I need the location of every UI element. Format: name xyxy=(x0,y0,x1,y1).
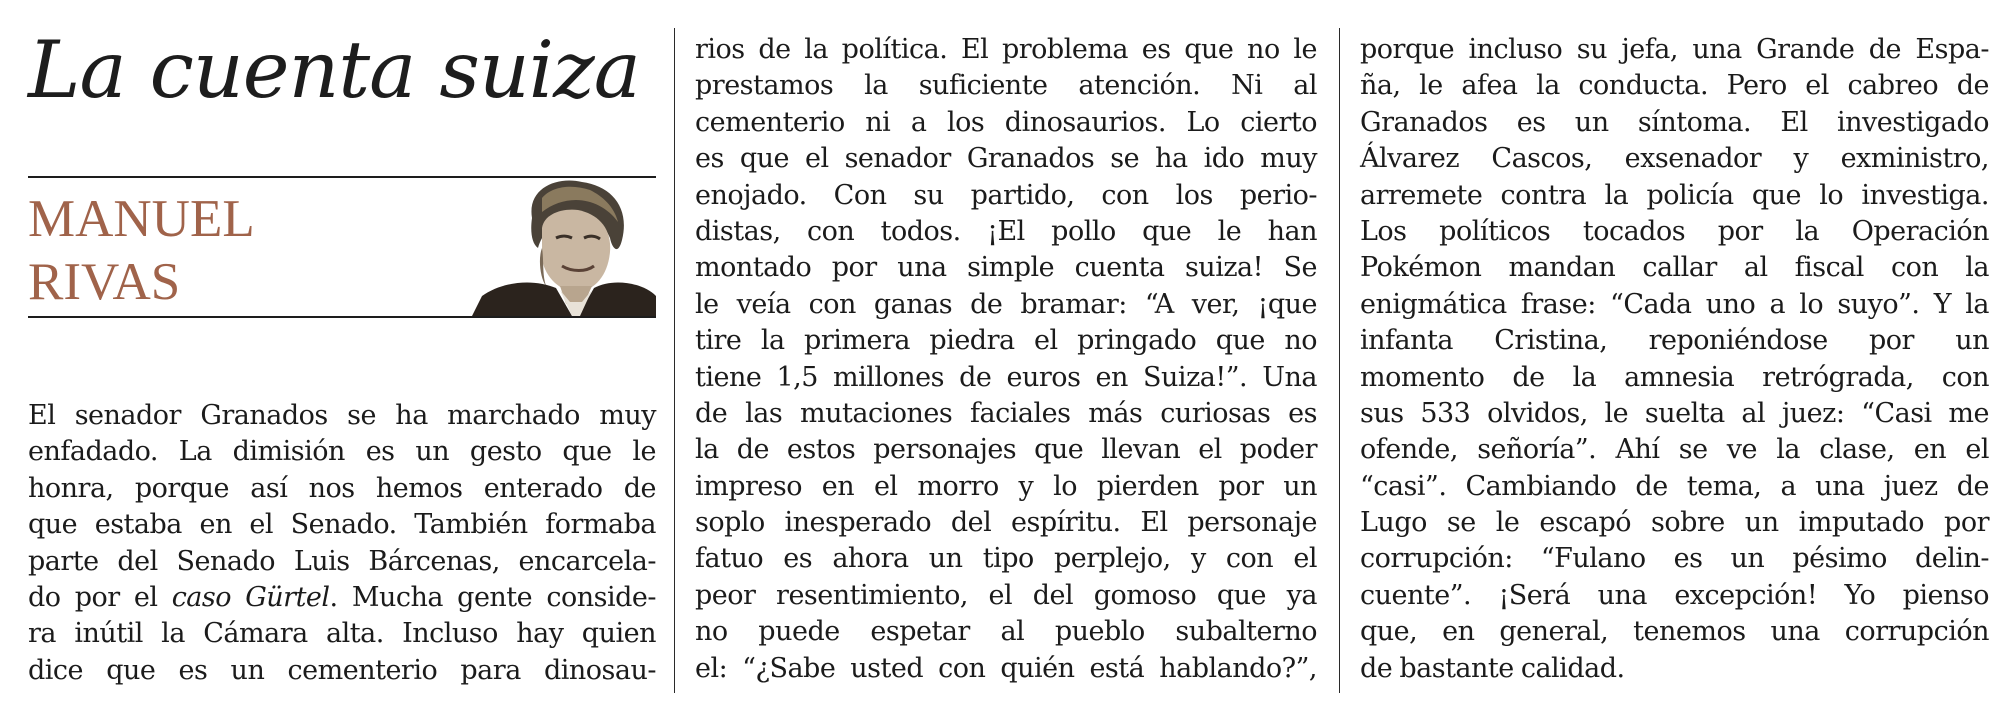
headline: La cuenta suiza xyxy=(28,24,640,116)
text-line: enigmática frase: “Cada uno a lo suyo”. Y la xyxy=(1360,288,1989,320)
text-line: que estaba en el Senado. También formaba xyxy=(28,509,656,541)
text-line: que, en general, tenemos una corrupción xyxy=(1360,616,1989,648)
author-first-name: MANUEL xyxy=(28,190,255,248)
text-line: do por el caso Gürtel. Mucha gente conside- xyxy=(28,581,656,613)
text-line: de bastante calidad. xyxy=(1360,652,1625,684)
author-name xyxy=(28,188,255,314)
text-line: rios de la política. El problema es que no le xyxy=(695,34,1317,65)
text-line: El senador Granados se ha marchado muy xyxy=(28,400,656,431)
text-line: ra inútil la Cámara alta. Incluso hay quien xyxy=(28,618,656,650)
text-line: le veía con ganas de bramar: “A ver, ¡que xyxy=(695,288,1317,320)
byline xyxy=(28,176,656,318)
text-line: honra, porque así nos hemos enterado de xyxy=(28,472,656,504)
text-line: soplo inesperado del espíritu. El personaje xyxy=(695,507,1317,539)
text-line: no puede espetar al pueblo subalterno xyxy=(695,616,1317,648)
article-body-column-2 xyxy=(695,32,1317,687)
case-name-italic: caso Gürtel xyxy=(171,581,330,613)
text-line: Granados es un síntoma. El investigado xyxy=(1360,106,1989,138)
text-line: distas, con todos. ¡El pollo que le han xyxy=(695,215,1317,247)
text-line: dice que es un cementerio para dinosau- xyxy=(28,654,656,686)
article-body-column-1 xyxy=(28,398,656,689)
text-line: Álvarez Cascos, exsenador y exministro, xyxy=(1360,143,1989,175)
column-divider xyxy=(674,28,675,693)
author-portrait xyxy=(472,178,656,316)
text-line: de las mutaciones faciales más curiosas es xyxy=(695,397,1317,429)
text-line: enfadado. La dimisión es un gesto que le xyxy=(28,436,656,468)
text-line: infanta Cristina, reponiéndose por un xyxy=(1360,325,1989,357)
text-line: ña, le afea la conducta. Pero el cabreo de xyxy=(1360,70,1989,102)
text-line: impreso en el morro y lo pierden por un xyxy=(695,470,1317,502)
text-line: Pokémon mandan callar al fiscal con la xyxy=(1360,252,1989,284)
text-line: sus 533 olvidos, le suelta al juez: “Casi me xyxy=(1360,397,1989,429)
text-line: enojado. Con su partido, con los perio- xyxy=(695,179,1317,211)
column-divider xyxy=(1339,28,1340,693)
text-line: parte del Senado Luis Bárcenas, encarcela- xyxy=(28,545,656,577)
author-last-name: RIVAS xyxy=(28,253,181,311)
text-line: prestamos la suficiente atención. Ni al xyxy=(695,70,1317,102)
article-body-column-3 xyxy=(1360,32,1989,687)
text-line: la de estos personajes que llevan el poder xyxy=(695,434,1317,466)
text-line: arremete contra la policía que lo investiga. xyxy=(1360,179,1989,211)
text-line: corrupción: “Fulano es un pésimo delin- xyxy=(1360,543,1989,575)
text-line: cementerio ni a los dinosaurios. Lo cierto xyxy=(695,106,1317,138)
text-line: es que el senador Granados se ha ido muy xyxy=(695,143,1317,175)
text-line: Los políticos tocados por la Operación xyxy=(1360,215,1989,247)
text-line: tiene 1,5 millones de euros en Suiza!”. Una xyxy=(695,361,1317,393)
text-line: cuente”. ¡Será una excepción! Yo pienso xyxy=(1360,579,1989,611)
text-line: montado por una simple cuenta suiza! Se xyxy=(695,252,1317,284)
text-line: tire la primera piedra el pringado que no xyxy=(695,325,1317,357)
text-line: porque incluso su jefa, una Grande de Espa- xyxy=(1360,34,1989,65)
text-line: momento de la amnesia retrógrada, con xyxy=(1360,361,1989,393)
text-line: Lugo se le escapó sobre un imputado por xyxy=(1360,507,1989,539)
text-line: peor resentimiento, el del gomoso que ya xyxy=(695,579,1317,611)
text-line: “casi”. Cambiando de tema, a una juez de xyxy=(1360,470,1989,502)
text-line: ofende, señoría”. Ahí se ve la clase, en el xyxy=(1360,434,1989,466)
text-line: fatuo es ahora un tipo perplejo, y con el xyxy=(695,543,1317,575)
text-line: el: “¿Sabe usted con quién está hablando?”, xyxy=(695,652,1317,684)
